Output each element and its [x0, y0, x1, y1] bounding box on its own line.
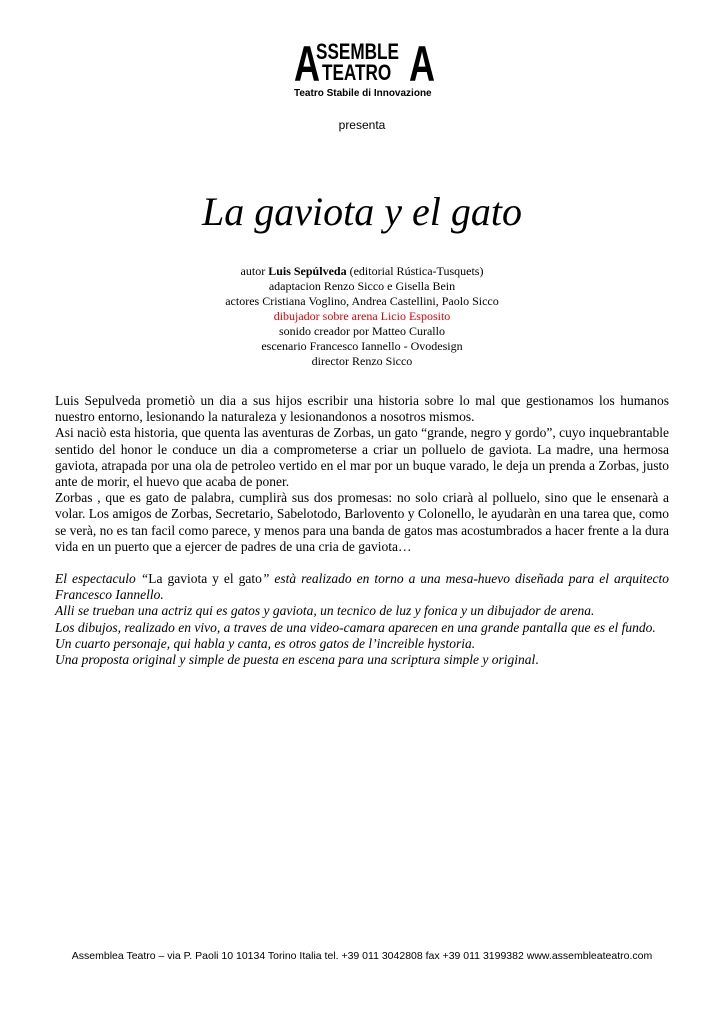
credit-author-prefix: autor	[240, 264, 269, 278]
credit-drawer: dibujador sobre arena Licio Esposito	[273, 309, 451, 323]
credit-author	[0, 264, 724, 279]
italic-paragraph-1-end: ” està realizado en torno a una mesa-huevo diseñada para el arquitecto Francesco Iannello.	[55, 571, 669, 603]
page-footer: Assemblea Teatro – via P. Paoli 10 10134 Torino Italia tel. +39 011 3042808 fax +39 011 3199382 www.assembleateatro.com	[71, 950, 653, 962]
italic-paragraph-1-start: El espectaculo “	[55, 571, 149, 587]
paragraph-3: Zorbas , que es gato de palabra, cumplirà sus dos promesas: no solo criarà al polluelo, sino que le ensenarà a volar. Los amigos de Zorbas, Secretario, Sabelotodo, Barlovento y Colonello, le ayudaràn en una tarea que, como se verà, no es tan facil como parece, y menos para una banda de gatos mas acostumbrados a hacer frente a la dura vida en un puerto que a ejercer de padres de una cria de gaviota…	[55, 490, 669, 554]
italic-paragraph-1-show-title: La gaviota y el gato	[148, 571, 262, 587]
paragraph-1: Luis Sepulveda prometiò un dia a sus hijos escribir una historia sobre lo mal que gestionamos los humanos nuestro entorno, lesionando la naturaleza y lesionandonos a nosotros mismos.	[55, 393, 669, 425]
credit-adaptation: adaptacion Renzo Sicco e Gisella Bein	[268, 279, 456, 293]
italic-paragraph-5	[55, 652, 669, 668]
italic-paragraph-5-period: .	[535, 652, 539, 668]
page-title: La gaviota y el gato	[202, 189, 522, 234]
logo-word-top: SSEMBLE	[316, 39, 399, 64]
credit-actors: actores Cristiana Voglino, Andrea Castellini, Paolo Sicco	[225, 294, 499, 308]
credit-director: director Renzo Sicco	[311, 354, 413, 368]
credits-block	[0, 264, 724, 369]
logo-tagline: Teatro Stabile di Innovazione	[294, 88, 432, 99]
body-text	[55, 393, 669, 668]
credit-scenery: escenario Francesco Iannello - Ovodesign	[261, 339, 463, 353]
credit-sound: sonido creador por Matteo Curallo	[279, 324, 445, 338]
italic-paragraph-4: Un cuarto personaje, qui habla y canta, es otros gatos de l’increible hystoria.	[55, 635, 476, 651]
paragraph-gap	[55, 555, 669, 571]
italic-paragraph-2: Alli se trueban una actriz qui es gatos y gaviota, un tecnico de luz y fonica y un dibujador de arena.	[55, 603, 595, 619]
logo-letter-a-right: A	[409, 36, 435, 92]
paragraph-2: Asi naciò esta historia, que quenta las aventuras de Zorbas, un gato “grande, negro y gordo”, cuyo inquebrantable sentido del honor le conduce un dia a comprometerse a criar un polluelo de gaviota. La madre, una hermosa gaviota, atrapada por una ola de petroleo vertido en el mar por un buque varado, le deja un prenda a Zorbas, justo ante de morir, el huevo que acaba de poner.	[55, 425, 669, 490]
credit-author-name: Luis Sepúlveda	[268, 264, 347, 278]
italic-paragraph-3: Los dibujos, realizado en vivo, a traves de una video-camara aparecen en una grande pantalla que es el fundo.	[55, 619, 656, 635]
logo-word-bottom: TEATRO	[322, 60, 392, 85]
italic-paragraph-1	[55, 571, 669, 603]
italic-paragraph-5-text: Una proposta original y simple de puesta en escena para una scriptura simple y original	[55, 652, 536, 668]
presenta-label: presenta	[338, 118, 386, 132]
logo-letter-a-left: A	[294, 36, 320, 92]
credit-author-suffix: (editorial Rústica-Tusquets)	[346, 264, 484, 278]
assemblea-teatro-logo	[294, 36, 435, 100]
